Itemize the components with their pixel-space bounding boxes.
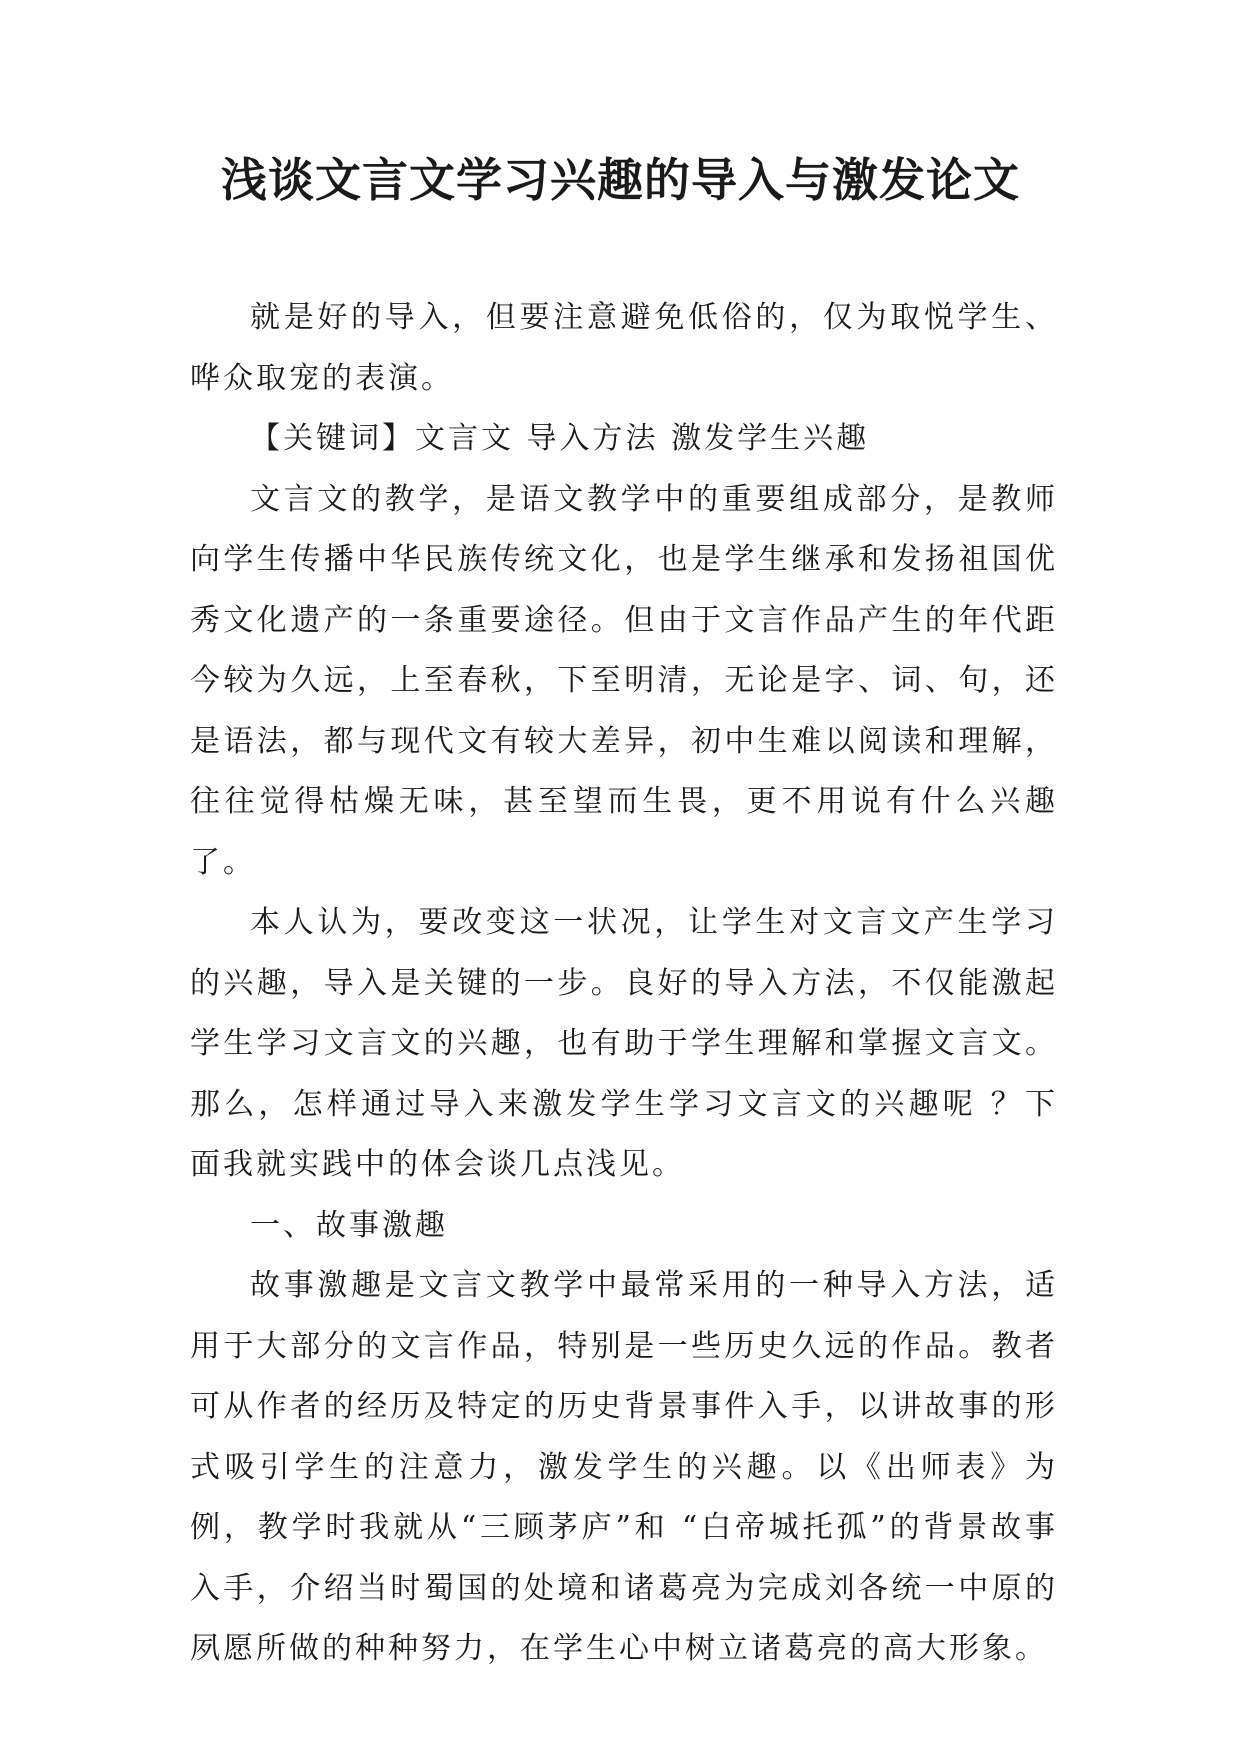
- paragraph-opinion: 本人认为，要改变这一状况，让学生对文言文产生学习的兴趣，导入是关键的一步。良好的导入方法，不仅能激起学生学习文言文的兴趣，也有助于学生理解和掌握文言文。那么，怎样通过导入来激发学生学习文言文的兴趣呢 ？下面我就实践中的体会谈几点浅见。: [190, 905, 1058, 1182]
- section-heading-story: 一、故事激趣: [250, 1207, 448, 1243]
- document-body: [190, 288, 1058, 1680]
- paragraph-keywords: 【关键词】文言文 导入方法 激发学生兴趣: [250, 421, 870, 456]
- paragraph-background: 文言文的教学，是语文教学中的重要组成部分，是教师向学生传播中华民族传统文化，也是学生继承和发扬祖国优秀文化遗产的一条重要途径。但由于文言作品产生的年代距今较为久远，上至春秋，下至明清，无论是字、词、句，还是语法，都与现代文有较大差异，初中生难以阅读和理解，往往觉得枯燥无味，甚至望而生畏，更不用说有什么兴趣了。: [190, 481, 1058, 880]
- document-title: 浅谈文言文学习兴趣的导入与激发论文: [221, 153, 1020, 207]
- paragraph-story: 故事激趣是文言文教学中最常采用的一种导入方法，适用于大部分的文言作品，特别是一些历史久远的作品。教者可从作者的经历及特定的历史背景事件入手，以讲故事的形式吸引学生的注意力，激发学生的兴趣。以《出师表》为例，教学时我就从“三顾茅庐”和 “白帝城托孤”的背景故事入手，介绍当时蜀国的处境和诸葛亮为完成刘各统一中原的夙愿所做的种种努力，在学生心中树立诸葛亮的高大形象。: [190, 1268, 1058, 1666]
- paragraph-intro: 就是好的导入，但要注意避免低俗的，仅为取悦学生、哗众取宠的表演。: [190, 300, 1058, 396]
